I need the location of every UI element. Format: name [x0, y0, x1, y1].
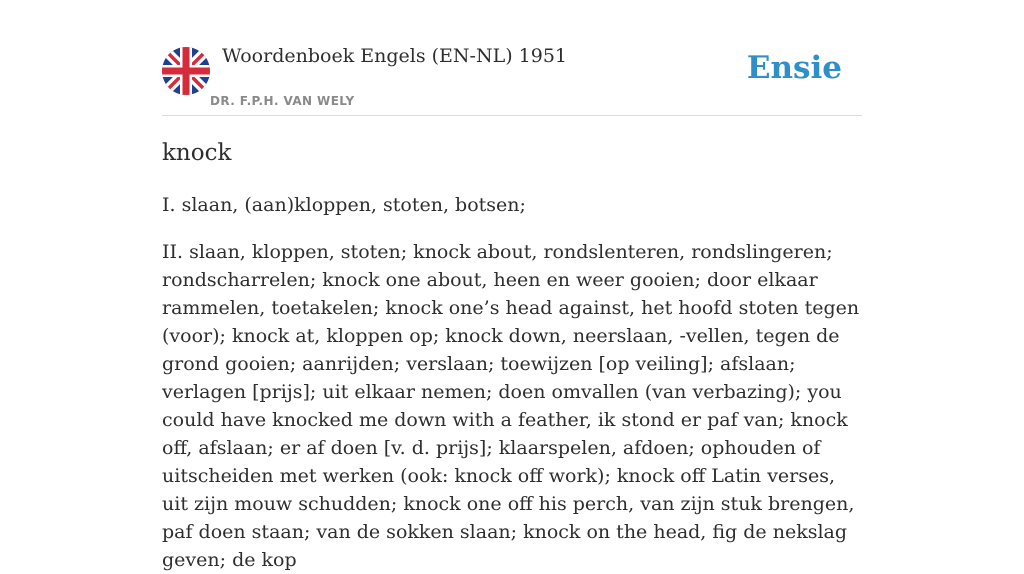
headword: knock	[162, 140, 232, 166]
sense-2: II. slaan, kloppen, stoten; knock about, rondslenteren, rondslingeren; rondscharrelen; knock one about, heen en weer gooien; door elkaar rammelen, toetakelen; knock one’s head against, het hoofd stoten tegen (voor); knock at, kloppen op; knock down, neerslaan, -vellen, tegen de grond gooien; aanrijden; verslaan; toewijzen [op veiling]; afslaan; verlagen [prijs]; uit elkaar nemen; doen omvallen (van verbazing); you could have knocked me down with a feather, ik stond er paf van; knock off, afslaan; er af doen [v. d. prijs]; klaarspelen, afdoen; ophouden of uitscheiden met werken (ook: knock off work); knock off Latin verses, uit zijn mouw schudden; knock one off his perch, van zijn stuk brengen, paf doen staan; van de sokken slaan; knock on the head, fig de nekslag geven; de kop	[162, 241, 860, 571]
ensie-logo-link[interactable]: Ensie	[746, 50, 842, 86]
dictionary-author: DR. F.P.H. VAN WELY	[210, 94, 355, 108]
dictionary-title[interactable]: Woordenboek Engels (EN-NL) 1951	[222, 45, 567, 67]
dictionary-header	[162, 0, 862, 116]
sense-1: I. slaan, (aan)kloppen, stoten, botsen;	[162, 194, 526, 216]
uk-flag-icon	[162, 47, 210, 95]
entry-page	[162, 0, 862, 571]
